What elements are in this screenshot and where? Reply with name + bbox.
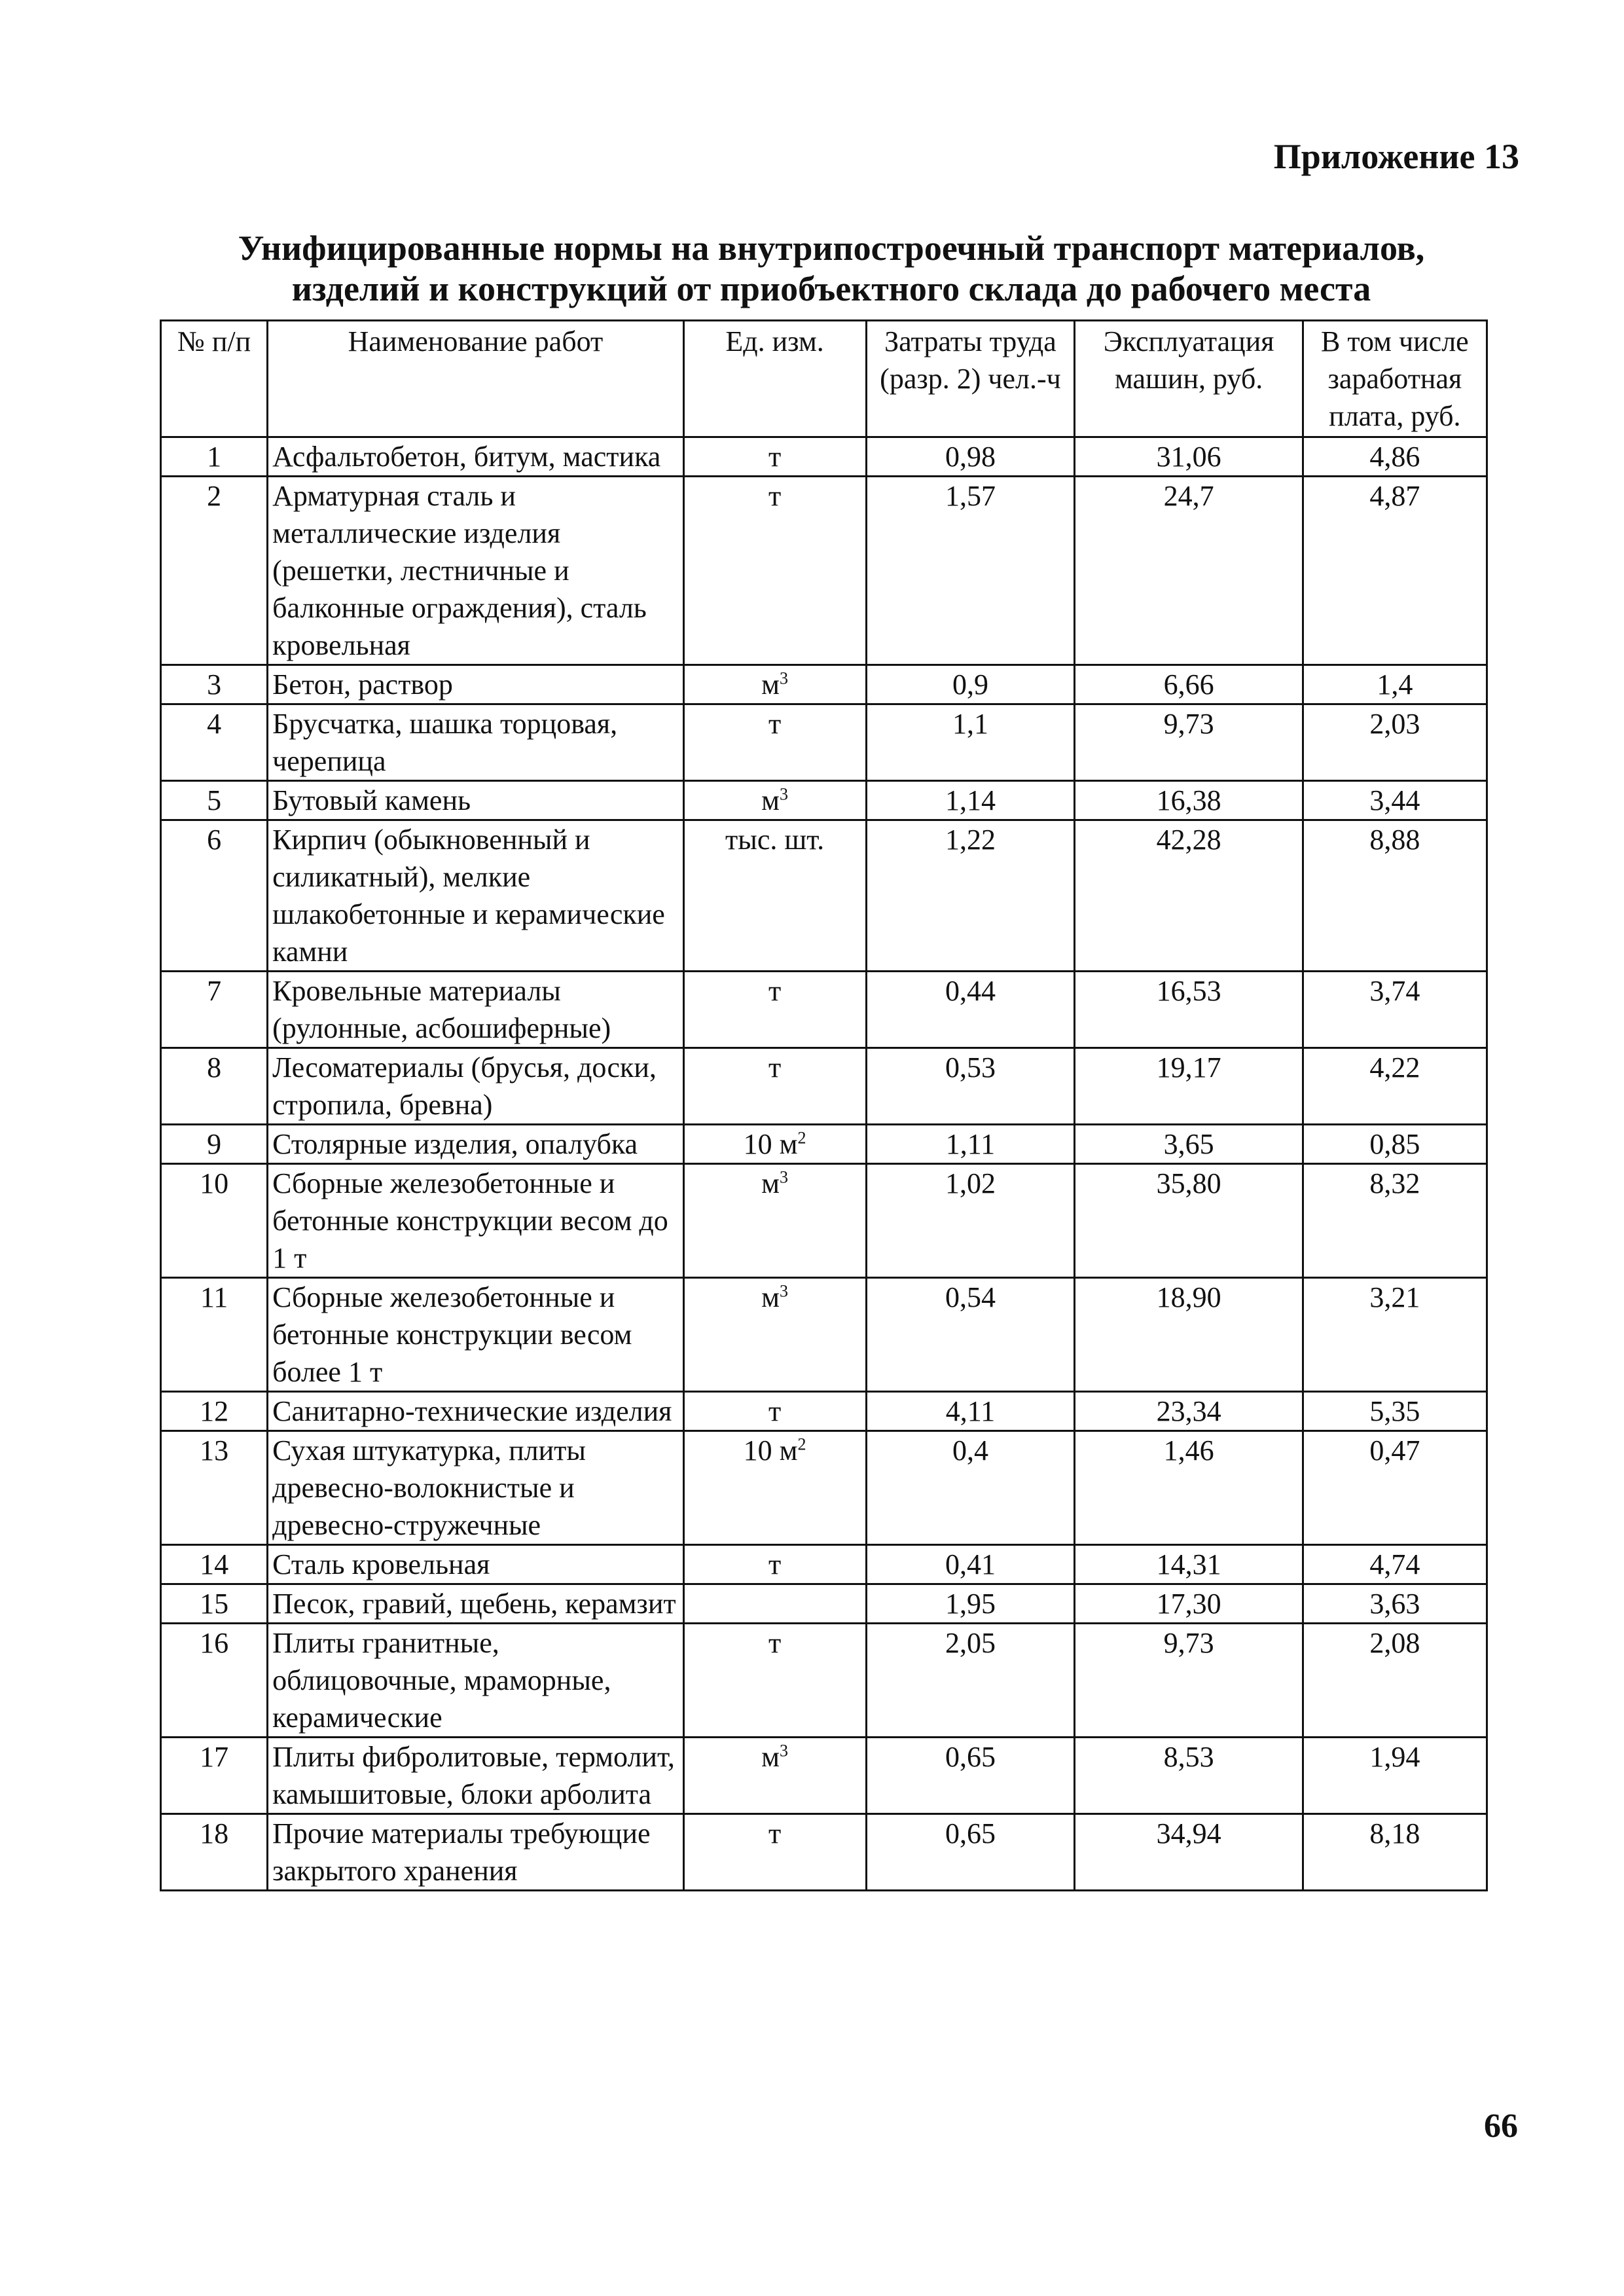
header-row: [161, 321, 1487, 437]
unit-cell: [683, 1624, 866, 1738]
wages-cell: 3,21: [1303, 1278, 1487, 1392]
wages-cell: 2,03: [1303, 704, 1487, 781]
wages-cell: 2,08: [1303, 1624, 1487, 1738]
table-row: [161, 1125, 1487, 1164]
wages-cell: 3,63: [1303, 1584, 1487, 1624]
unit-cell: [683, 1278, 866, 1392]
machine-cost-cell: 16,53: [1075, 972, 1303, 1048]
machine-cost-cell: 42,28: [1075, 820, 1303, 972]
row-number-cell: 17: [161, 1738, 268, 1814]
table-row: [161, 781, 1487, 820]
unit-cell: [683, 1738, 866, 1814]
wages-cell: 8,18: [1303, 1814, 1487, 1891]
machine-cost-cell: 9,73: [1075, 704, 1303, 781]
machine-cost-cell: 16,38: [1075, 781, 1303, 820]
table-row: [161, 1278, 1487, 1392]
machine-cost-cell: 9,73: [1075, 1624, 1303, 1738]
labor-cost-cell: 1,11: [866, 1125, 1075, 1164]
work-name-cell: Песок, гравий, щебень, керамзит: [268, 1584, 684, 1624]
wages-cell: 1,4: [1303, 665, 1487, 704]
unit-cell: [683, 477, 866, 665]
unit-text: м: [761, 784, 780, 816]
machine-cost-cell: 14,31: [1075, 1545, 1303, 1584]
unit-cell: [683, 1431, 866, 1545]
wages-cell: 0,47: [1303, 1431, 1487, 1545]
work-name-cell: Кирпич (обыкновенный и силикатный), мелкие шлакобетонные и керамические камни: [268, 820, 684, 972]
labor-cost-cell: 1,95: [866, 1584, 1075, 1624]
unit-text: 10 м: [743, 1128, 798, 1160]
header-num: № п/п: [161, 321, 268, 437]
table-row: [161, 477, 1487, 665]
unit-cell: [683, 437, 866, 477]
row-number-cell: 1: [161, 437, 268, 477]
appendix-label: Приложение 13: [1273, 137, 1519, 176]
unit-cell: [683, 704, 866, 781]
labor-cost-cell: 0,4: [866, 1431, 1075, 1545]
header-wages: В том числе заработная плата, руб.: [1303, 321, 1487, 437]
machine-cost-cell: 23,34: [1075, 1392, 1303, 1431]
unit-exponent: 3: [780, 784, 789, 804]
unit-cell: [683, 1125, 866, 1164]
unit-text: м: [761, 1281, 780, 1313]
row-number-cell: 3: [161, 665, 268, 704]
header-unit: Ед. изм.: [683, 321, 866, 437]
unit-text: т: [768, 1548, 782, 1580]
machine-cost-cell: 34,94: [1075, 1814, 1303, 1891]
wages-cell: 5,35: [1303, 1392, 1487, 1431]
work-name-cell: Арматурная сталь и металлические изделия (решетки, лестничные и балконные ограждения), сталь кровельная: [268, 477, 684, 665]
unit-cell: [683, 1814, 866, 1891]
table-row: [161, 1545, 1487, 1584]
machine-cost-cell: 8,53: [1075, 1738, 1303, 1814]
table-row: [161, 1584, 1487, 1624]
table-row: [161, 665, 1487, 704]
machine-cost-cell: 6,66: [1075, 665, 1303, 704]
machine-cost-cell: 19,17: [1075, 1048, 1303, 1125]
wages-cell: 3,44: [1303, 781, 1487, 820]
unit-text: м: [761, 1167, 780, 1199]
row-number-cell: 9: [161, 1125, 268, 1164]
unit-exponent: 3: [780, 1281, 789, 1301]
unit-cell: [683, 1545, 866, 1584]
unit-text: т: [768, 1627, 782, 1659]
table-row: [161, 437, 1487, 477]
unit-text: т: [768, 1395, 782, 1427]
norms-table-header: [161, 321, 1487, 437]
table-row: [161, 1431, 1487, 1545]
table-row: [161, 1164, 1487, 1278]
labor-cost-cell: 1,14: [866, 781, 1075, 820]
table-row: [161, 1624, 1487, 1738]
row-number-cell: 2: [161, 477, 268, 665]
work-name-cell: Лесоматериалы (брусья, доски, стропила, бревна): [268, 1048, 684, 1125]
table-row: [161, 1392, 1487, 1431]
header-name: Наименование работ: [268, 321, 684, 437]
unit-exponent: 2: [797, 1434, 806, 1454]
row-number-cell: 11: [161, 1278, 268, 1392]
unit-text: т: [768, 975, 782, 1007]
unit-text: т: [768, 1051, 782, 1084]
work-name-cell: Санитарно-технические изделия: [268, 1392, 684, 1431]
work-name-cell: Бетон, раствор: [268, 665, 684, 704]
labor-cost-cell: 1,02: [866, 1164, 1075, 1278]
labor-cost-cell: 1,1: [866, 704, 1075, 781]
table-row: [161, 972, 1487, 1048]
unit-text: т: [768, 1817, 782, 1850]
work-name-cell: Плиты фибролитовые, термолит, камышитовые, блоки арболита: [268, 1738, 684, 1814]
labor-cost-cell: 0,41: [866, 1545, 1075, 1584]
wages-cell: 1,94: [1303, 1738, 1487, 1814]
header-machines: Эксплуатация машин, руб.: [1075, 321, 1303, 437]
row-number-cell: 10: [161, 1164, 268, 1278]
row-number-cell: 15: [161, 1584, 268, 1624]
row-number-cell: 8: [161, 1048, 268, 1125]
work-name-cell: Сборные железобетонные и бетонные конструкции весом более 1 т: [268, 1278, 684, 1392]
row-number-cell: 12: [161, 1392, 268, 1431]
table-row: [161, 820, 1487, 972]
labor-cost-cell: 1,57: [866, 477, 1075, 665]
document-title-line-1: Унифицированные нормы на внутрипостроечный транспорт материалов,: [238, 228, 1425, 268]
work-name-cell: Прочие материалы требующие закрытого хранения: [268, 1814, 684, 1891]
unit-cell: [683, 665, 866, 704]
row-number-cell: 16: [161, 1624, 268, 1738]
norms-table-body: [161, 437, 1487, 1891]
work-name-cell: Сталь кровельная: [268, 1545, 684, 1584]
labor-cost-cell: 0,53: [866, 1048, 1075, 1125]
row-number-cell: 14: [161, 1545, 268, 1584]
labor-cost-cell: 2,05: [866, 1624, 1075, 1738]
unit-exponent: 2: [797, 1128, 806, 1148]
row-number-cell: 5: [161, 781, 268, 820]
row-number-cell: 4: [161, 704, 268, 781]
document-title-line-2: изделий и конструкций от приобъектного склада до рабочего места: [291, 269, 1371, 308]
work-name-cell: Плиты гранитные, облицовочные, мраморные, керамические: [268, 1624, 684, 1738]
labor-cost-cell: 0,9: [866, 665, 1075, 704]
document-title: [151, 228, 1512, 309]
machine-cost-cell: 18,90: [1075, 1278, 1303, 1392]
table-row: [161, 704, 1487, 781]
unit-text: т: [768, 708, 782, 740]
wages-cell: 4,87: [1303, 477, 1487, 665]
unit-cell: [683, 1048, 866, 1125]
header-labor: Затраты труда (разр. 2) чел.-ч: [866, 321, 1075, 437]
labor-cost-cell: 1,22: [866, 820, 1075, 972]
unit-text: м: [761, 1741, 780, 1773]
unit-cell: [683, 1584, 866, 1624]
work-name-cell: Сухая штукатурка, плиты древесно-волокнистые и древесно-стружечные: [268, 1431, 684, 1545]
unit-text: м: [761, 668, 780, 701]
work-name-cell: Столярные изделия, опалубка: [268, 1125, 684, 1164]
table-row: [161, 1738, 1487, 1814]
unit-exponent: 3: [780, 668, 789, 688]
labor-cost-cell: 4,11: [866, 1392, 1075, 1431]
row-number-cell: 18: [161, 1814, 268, 1891]
work-name-cell: Сборные железобетонные и бетонные конструкции весом до 1 т: [268, 1164, 684, 1278]
row-number-cell: 13: [161, 1431, 268, 1545]
machine-cost-cell: 3,65: [1075, 1125, 1303, 1164]
machine-cost-cell: 17,30: [1075, 1584, 1303, 1624]
labor-cost-cell: 0,44: [866, 972, 1075, 1048]
unit-text: 10 м: [743, 1434, 798, 1467]
wages-cell: 8,32: [1303, 1164, 1487, 1278]
labor-cost-cell: 0,98: [866, 437, 1075, 477]
work-name-cell: Бутовый камень: [268, 781, 684, 820]
wages-cell: 4,74: [1303, 1545, 1487, 1584]
machine-cost-cell: 35,80: [1075, 1164, 1303, 1278]
labor-cost-cell: 0,54: [866, 1278, 1075, 1392]
unit-text: т: [768, 480, 782, 512]
unit-text: тыс. шт.: [725, 824, 825, 856]
work-name-cell: Кровельные материалы (рулонные, асбошиферные): [268, 972, 684, 1048]
wages-cell: 0,85: [1303, 1125, 1487, 1164]
unit-text: т: [768, 441, 782, 473]
row-number-cell: 7: [161, 972, 268, 1048]
table-row: [161, 1814, 1487, 1891]
row-number-cell: 6: [161, 820, 268, 972]
machine-cost-cell: 24,7: [1075, 477, 1303, 665]
page-number: 66: [1484, 2107, 1518, 2145]
norms-table: [160, 319, 1488, 1891]
wages-cell: 3,74: [1303, 972, 1487, 1048]
work-name-cell: Асфальтобетон, битум, мастика: [268, 437, 684, 477]
unit-exponent: 3: [780, 1167, 789, 1187]
unit-cell: [683, 972, 866, 1048]
machine-cost-cell: 1,46: [1075, 1431, 1303, 1545]
wages-cell: 4,86: [1303, 437, 1487, 477]
unit-cell: [683, 1164, 866, 1278]
unit-cell: [683, 781, 866, 820]
labor-cost-cell: 0,65: [866, 1738, 1075, 1814]
labor-cost-cell: 0,65: [866, 1814, 1075, 1891]
unit-exponent: 3: [780, 1741, 789, 1760]
wages-cell: 4,22: [1303, 1048, 1487, 1125]
work-name-cell: Брусчатка, шашка торцовая, черепица: [268, 704, 684, 781]
table-row: [161, 1048, 1487, 1125]
unit-cell: [683, 1392, 866, 1431]
wages-cell: 8,88: [1303, 820, 1487, 972]
machine-cost-cell: 31,06: [1075, 437, 1303, 477]
unit-cell: [683, 820, 866, 972]
